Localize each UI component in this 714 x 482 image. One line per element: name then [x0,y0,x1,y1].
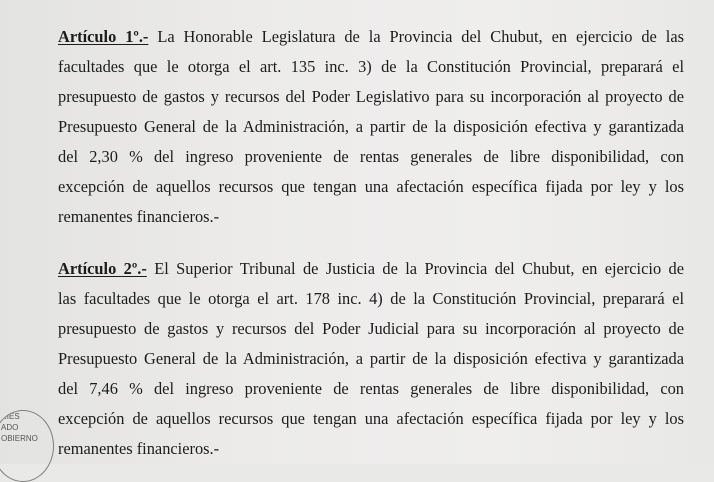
article-1-heading: Artículo 1º.- [58,27,149,46]
article-1-line-1-text: La Honorable Legislatura de la Provincia del Chubut, en ejercicio de las [148,27,684,46]
article-1-line-7: remanentes financieros.- [58,207,220,226]
article-2-line-4: Presupuesto General de la Administración, a partir de la disposición efectiva y garantizada [58,349,684,368]
stamp-line-1: RIES [1,412,20,421]
article-1-line-4: Presupuesto General de la Administración, a partir de la disposición efectiva y garantizada [58,117,684,136]
stamp-line-2: ADO [1,423,19,432]
article-1-line-5: del 2,30 % del ingreso proveniente de rentas generales de libre disponibilidad, con [58,147,684,166]
article-2-line-3: presupuesto de gastos y recursos del Poder Judicial para su incorporación al proyecto de [58,319,684,338]
article-1 [58,22,684,232]
article-1-line-3: presupuesto de gastos y recursos del Poder Legislativo para su incorporación al proyecto de [58,87,684,106]
article-1-line-6: excepción de aquellos recursos que tengan una afectación específica fijada por ley y los [58,177,684,196]
article-2-line-6: excepción de aquellos recursos que tengan una afectación específica fijada por ley y los [58,409,684,428]
article-2-line-1-text: El Superior Tribunal de Justicia de la Provincia del Chubut, en ejercicio de [146,259,685,278]
article-2-line-5: del 7,46 % del ingreso proveniente de rentas generales de libre disponibilidad, con [58,379,684,398]
article-2 [58,254,684,464]
article-1-line-1 [58,22,684,52]
article-1-line-2: facultades que le otorga el art. 135 inc. 3) de la Constitución Provincial, preparará el [58,57,684,76]
official-stamp [0,410,54,482]
article-2-line-2: las facultades que le otorga el art. 178 inc. 4) de la Constitución Provincial, preparará el [58,289,684,308]
stamp-line-3: OBIERNO [1,434,38,443]
article-2-line-7: remanentes financieros.- [58,439,220,458]
article-2-heading: Artículo 2º.- [58,259,147,278]
article-2-line-1 [58,254,684,284]
